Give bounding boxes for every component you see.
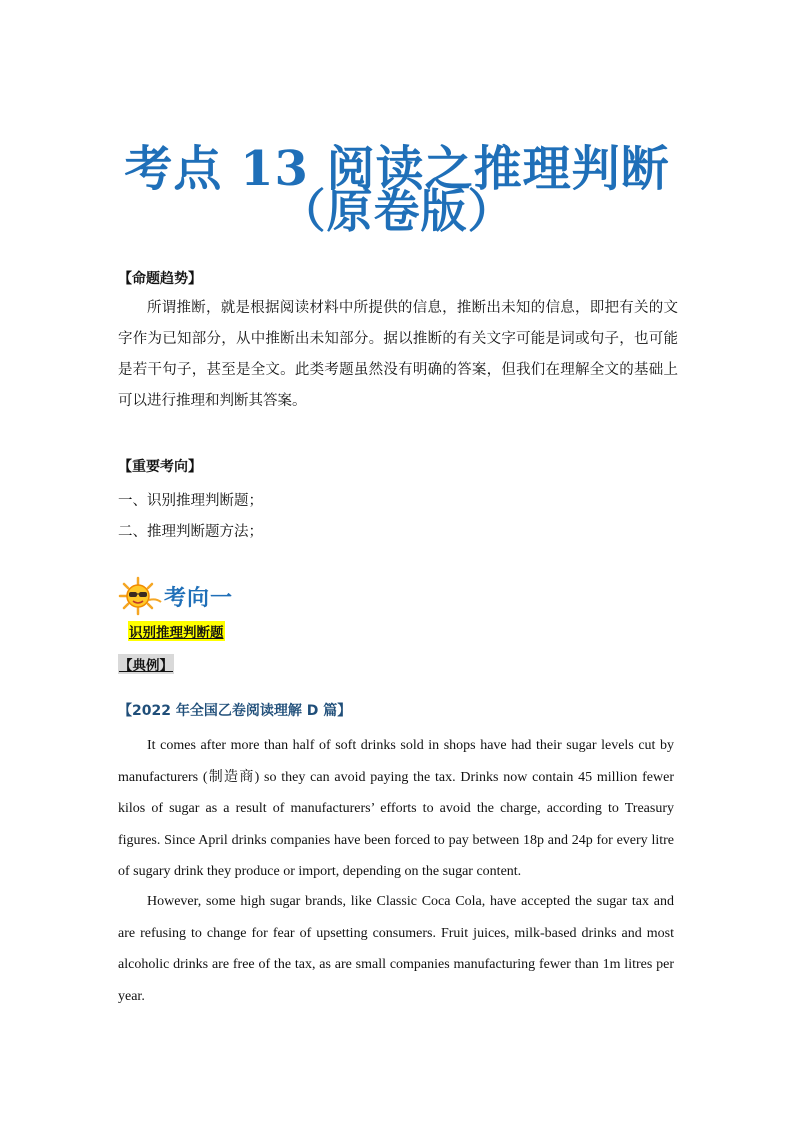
example-label: 【典例】 bbox=[118, 654, 174, 674]
key-point-item-1: 一、识别推理判断题； bbox=[118, 493, 263, 509]
passage-source: 【2022 年全国乙卷阅读理解 D 篇】 bbox=[118, 703, 352, 719]
trend-label: 【命题趋势】 bbox=[118, 271, 202, 287]
sun-with-sunglasses-icon bbox=[118, 576, 162, 616]
page-subtitle: （原卷版） bbox=[279, 184, 515, 238]
passage-paragraph-1: It comes after more than half of soft drinks sold in shops have had their sugar levels cut by manufacturers (制造商) so they can avoid paying the tax. Drinks now contain 45 million fewer kilos of sugar as a result of manufacturers’ efforts to avoid the charge, according to Treasury figures. Since April drinks companies have been forced to pay between 18p and 24p for every litre of sugary drink they produce or import, depending on the sugar content. bbox=[118, 738, 674, 879]
page-title: 考点 13 阅读之推理判断 bbox=[124, 141, 670, 197]
passage-paragraph-2: However, some high sugar brands, like Classic Coca Cola, have accepted the sugar tax and are refusing to change for fear of upsetting consumers. Fruit juices, milk-based drinks and most alcoholic drinks are free of the tax, as are small companies manufacturing fewer than 1m litres per year. bbox=[118, 894, 674, 1004]
trend-paragraph: 所谓推断，就是根据阅读材料中所提供的信息，推断出未知的信息，即把有关的文字作为已知部分，从中推断出未知部分。据以推断的有关文字可能是词或句子，也可能是若干句子，甚至是全文。此类考题虽然没有明确的答案，但我们在理解全文的基础上可以进行推理和判断其答案。 bbox=[118, 300, 678, 409]
section-subtitle: 识别推理判断题 bbox=[128, 621, 225, 641]
key-points-label: 【重要考向】 bbox=[118, 459, 202, 475]
section-heading bbox=[118, 574, 233, 618]
key-point-item-2: 二、推理判断题方法； bbox=[118, 524, 263, 540]
section-heading-text: 考向一 bbox=[164, 585, 234, 611]
